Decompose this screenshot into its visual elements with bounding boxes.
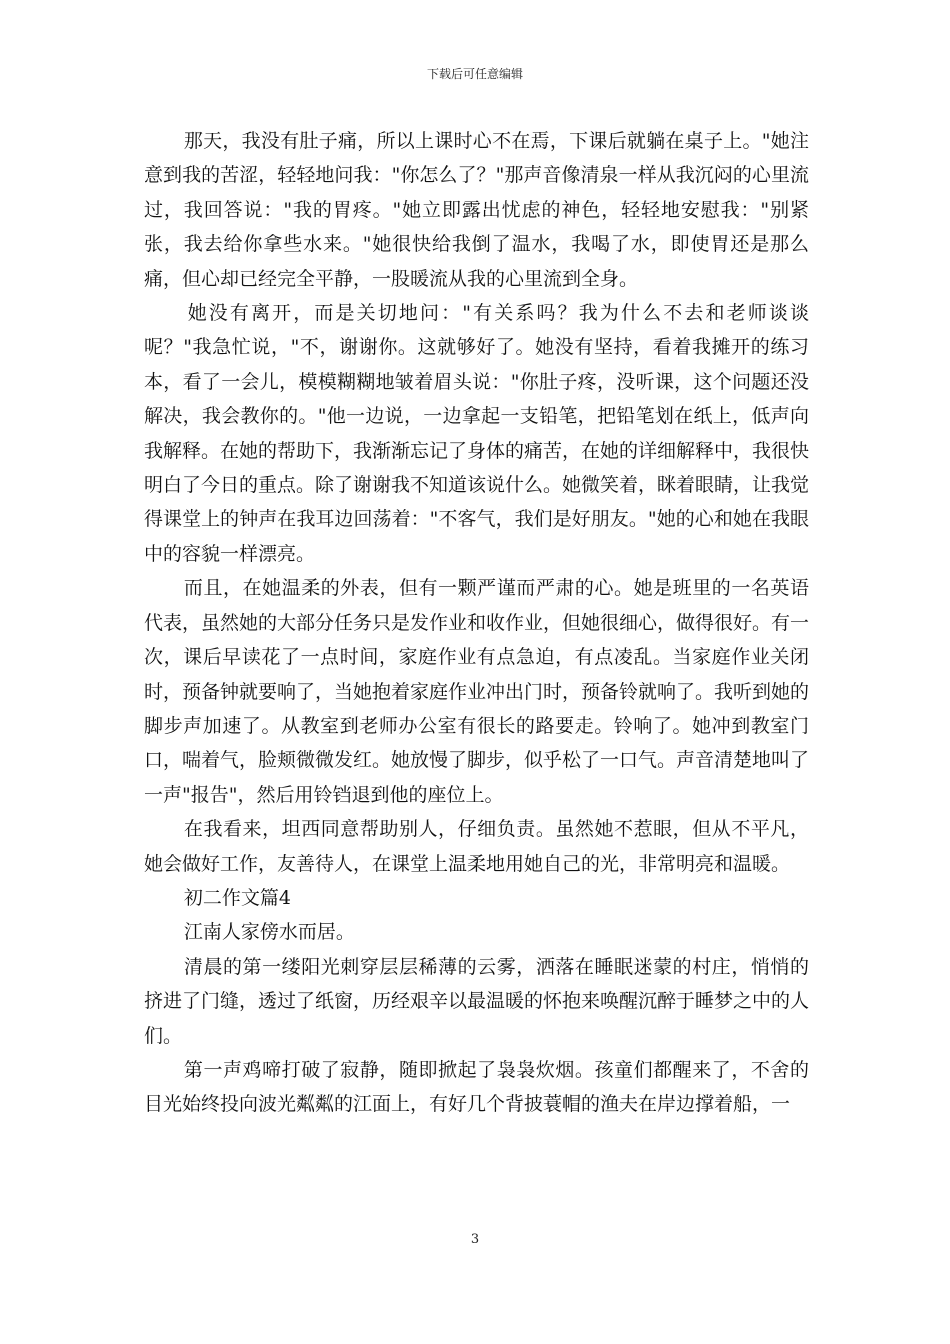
page-number: 3: [470, 1232, 480, 1247]
paragraph-1: 那天，我没有肚子痛，所以上课时心不在焉，下课后就躺在桌子上。"她注意到我的苦涩，轻轻地问我："你怎么了？"那声音像清泉一样从我沉闷的心里流过，我回答说："我的胃疼。"她立即露出忧虑的神色，轻轻地安慰我："别紧张，我去给你拿些水来。"她很快给我倒了温水，我喝了水，即使胃还是那么痛，但心却已经完全平静，一股暖流从我的心里流到全身。: [144, 130, 809, 290]
paragraph-5: 江南人家傍水而居。: [183, 921, 355, 944]
document-body: [144, 124, 809, 1122]
paragraph-3: 而且，在她温柔的外表，但有一颗严谨而严肃的心。她是班里的一名英语代表，虽然她的大部分任务只是发作业和收作业，但她很细心，做得很好。有一次，课后早读花了一点时间，家庭作业有点急迫，有点凌乱。当家庭作业关闭时，预备钟就要响了，当她抱着家庭作业冲出门时，预备铃就响了。我听到她的脚步声加速了。从教室到老师办公室有很长的路要走。铃响了。她冲到教室门口，喘着气，脸颊微微发红。她放慢了脚步，似乎松了一口气。声音清楚地叫了一声"报告"，然后用铃铛退到他的座位上。: [144, 577, 810, 806]
paragraph-7: 第一声鸡啼打破了寂静，随即掀起了袅袅炊烟。孩童们都醒来了，不舍的目光始终投向波光粼粼的江面上，有好几个背披蓑帽的渔夫在岸边撑着船，一: [144, 1058, 809, 1116]
page-header: 下载后可任意编辑: [426, 67, 523, 81]
section-heading: 初二作文篇4: [183, 886, 291, 909]
paragraph-6: 清晨的第一缕阳光刺穿层层稀薄的云雾，洒落在睡眠迷蒙的村庄，悄悄的挤进了门缝，透过了纸窗，历经艰辛以最温暖的怀抱来唤醒沉醉于睡梦之中的人们。: [144, 955, 810, 1047]
paragraph-4: 在我看来，坦西同意帮助别人，仔细负责。虽然她不惹眼，但从不平凡，她会做好工作，友善待人，在课堂上温柔地用她自己的光，非常明亮和温暖。: [144, 818, 809, 875]
paragraph-2: 她没有离开，而是关切地问："有关系吗？我为什么不去和老师谈谈呢？"我急忙说，"不，谢谢你。这就够好了。她没有坚持，看着我摊开的练习本，看了一会儿，模模糊糊地皱着眉头说："你肚子疼，没听课，这个问题还没解决，我会教你的。"他一边说，一边拿起一支铅笔，把铅笔划在纸上，低声向我解释。在她的帮助下，我渐渐忘记了身体的痛苦，在她的详细解释中，我很快明白了今日的重点。除了谢谢我不知道该说什么。她微笑着，眯着眼睛，让我觉得课堂上的钟声在我耳边回荡着："不客气，我们是好朋友。"她的心和她在我眼中的容貌一样漂亮。: [144, 302, 810, 565]
